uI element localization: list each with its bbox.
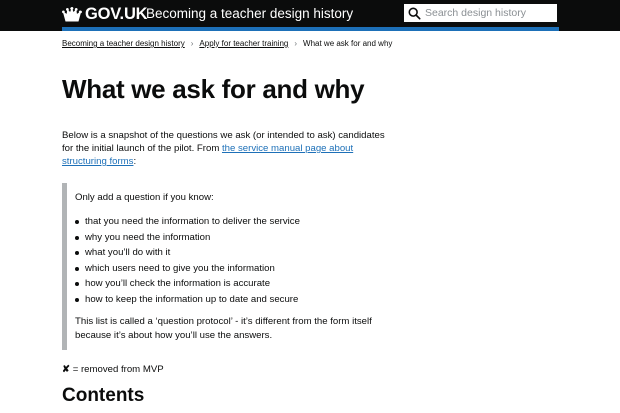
list-item: what you’ll do with it [75,246,300,262]
header-accent-bar [62,27,559,31]
legend-text: = removed from MVP [70,364,164,375]
search-input[interactable] [425,7,553,19]
search-box[interactable] [403,3,558,23]
breadcrumb-separator: › [294,39,298,48]
intro-text: Below is a snapshot of the questions we ask (or intended to ask) candidates for the initial launch of the pilot. From [62,130,385,154]
inset-text [62,183,380,350]
govuk-logo-link[interactable] [62,4,147,24]
site-header [0,0,620,31]
breadcrumb-current: What we ask for and why [303,39,393,48]
list-item: why you need the information [75,231,300,247]
inset-lead: Only add a question if you know: [75,192,214,203]
intro-suffix: : [133,156,137,167]
search-icon [408,7,421,20]
contents-heading: Contents [62,385,145,406]
breadcrumb-link-design-history[interactable]: Becoming a teacher design history [62,39,185,48]
inset-footer: This list is called a ‘question protocol’ - it’s different from the form itself because it’s about how you’ll use the answers. [75,316,372,341]
removed-legend [62,364,164,375]
cross-icon: ✘ [62,364,71,375]
page-title: What we ask for and why [62,74,365,104]
list-item: that you need the information to deliver the service [75,215,300,231]
breadcrumb-separator: › [190,39,194,48]
service-manual-link[interactable]: the service manual page about structuring forms [62,143,354,167]
service-name-link[interactable]: Becoming a teacher design history [146,6,354,21]
crown-icon [62,6,82,23]
breadcrumb [62,39,392,48]
breadcrumb-link-apply[interactable]: Apply for teacher training [199,39,289,48]
list-item: which users need to give you the information [75,262,300,278]
list-item: how you’ll check the information is accurate [75,277,300,293]
logo-text: GOV.UK [85,4,148,23]
question-protocol-list [75,215,300,308]
intro-paragraph [62,129,392,168]
list-item: how to keep the information up to date and secure [75,293,300,309]
